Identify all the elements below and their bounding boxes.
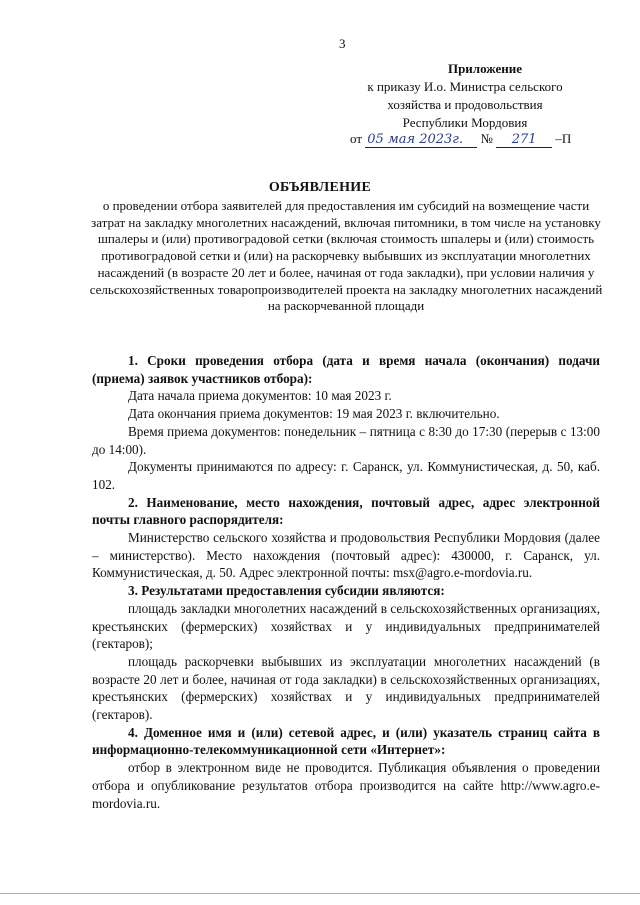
order-number-field [496,131,552,148]
order-suffix: –П [555,131,572,146]
section-2-heading: 2. Наименование, место нахождения, почтовый адрес, адрес электронной почты главного распорядителя: [92,494,600,528]
order-date-number-line [350,131,571,148]
order-number-label: № [480,131,493,146]
appendix-block [330,60,600,132]
appendix-line-1: к приказу И.о. Министра сельского [367,79,563,94]
section-2-paragraph-1: Министерство сельского хозяйства и продовольствия Республики Мордовия (далее – министерство). Место нахождения (почтовый адрес): 430000, г. Саранск, ул. Коммунистическая, д. 50. Адрес электронной почты: msx@agro.e-mordovia.ru. [92,530,600,581]
document-body [92,352,600,812]
section-3-paragraph-1: площадь закладки многолетних насаждений в сельскохозяйственных организациях, крестьянских (фермерских) хозяйствах и у индивидуальных предпринимателей (гектаров); [92,600,600,652]
order-date-field [365,131,477,148]
section-1-paragraph-3: Время приема документов: понедельник – пятница с 8:30 до 17:30 (перерыв с 13:00 до 14:00). [92,423,600,457]
section-4-paragraph-1: отбор в электронном виде не проводится. Публикация объявления о проведении отбора и опубликование результатов отбора производится на сайте http://www.agro.e-mordovia.ru. [92,760,600,811]
appendix-line-2: хозяйства и продовольствия [387,97,543,112]
announcement-title: ОБЪЯВЛЕНИЕ [268,180,372,195]
section-4-heading: 4. Доменное имя и (или) сетевой адрес, и (или) указатель страниц сайта в информационно-телекоммуникационной сети «Интернет»: [92,724,600,758]
appendix-line-3: Республики Мордовия [402,115,528,130]
section-1-paragraph-4: Документы принимаются по адресу: г. Саранск, ул. Коммунистическая, д. 50, каб. 102. [92,459,600,492]
section-3-heading: 3. Результатами предоставления субсидии являются: [128,583,445,599]
section-1-paragraph-1: Дата начала приема документов: 10 мая 2023 г. [128,388,392,404]
announcement-subtitle: о проведении отбора заявителей для предоставления им субсидий на возмещение части затрат на закладку многолетних насаждений, включая питомники, в том числе на установку шпалеры и (или) противоградовой сетки (включая стоимость шпалеры и (или) стоимость противоградовой сетки и (или) на раскорчевку выбывших из эксплуатации многолетних насаждений (в возрасте 20 лет и более, начиная от года закладки), при условии наличия у сельскохозяйственных товаропроизводителей проекта на закладку многолетних насаждений на раскорчеванной площади [89,198,603,314]
page-number: 3 [339,36,346,51]
section-1-heading: 1. Сроки проведения отбора (дата и время начала (окончания) подачи (приема) заявок участников отбора): [92,353,600,386]
order-number-handwritten: 271 [511,132,537,147]
section-1-paragraph-2: Дата окончания приема документов: 19 мая 2023 г. включительно. [128,406,500,422]
order-prefix: от [350,131,363,146]
appendix-title: Приложение [447,61,523,76]
order-date-handwritten: 05 мая 2023г. [367,132,463,147]
section-3-paragraph-2: площадь раскорчевки выбывших из эксплуатации многолетних насаждений (в возрасте 20 лет и более, начиная от года закладки) в сельскохозяйственных организациях, крестьянских (фермерских) хозяйствах и у индивидуальных предпринимателей (гектаров). [92,653,600,723]
page-bottom-rule [0,893,640,894]
